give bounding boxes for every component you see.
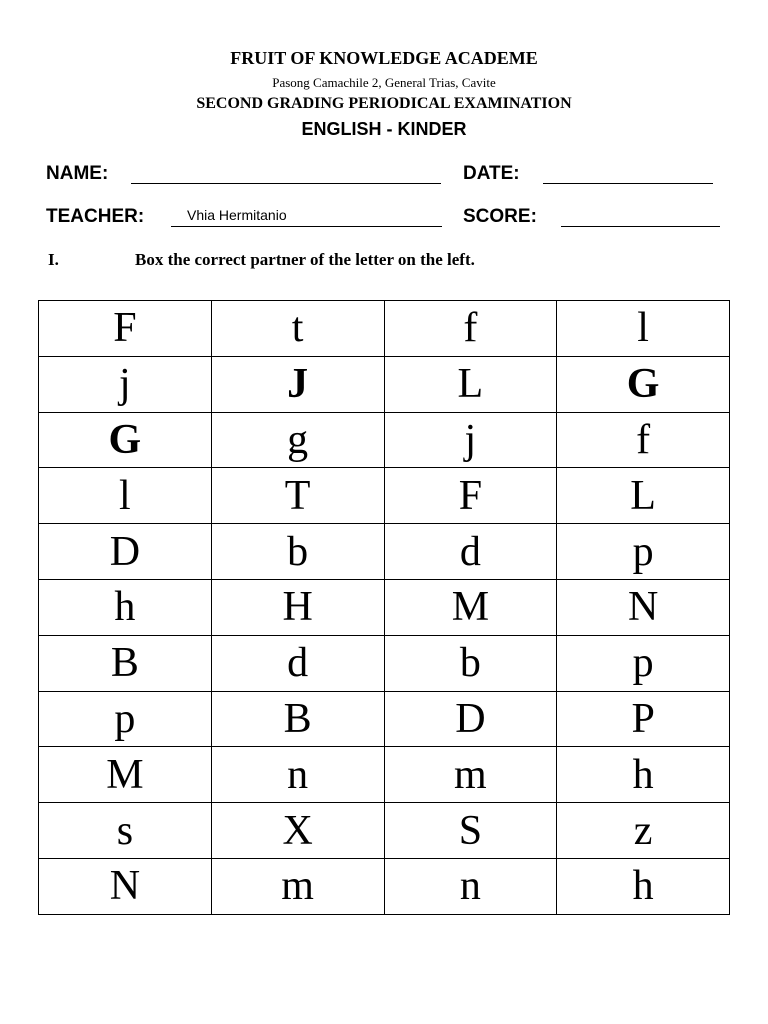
- choice-letter[interactable]: t: [211, 301, 384, 357]
- table-row: [39, 356, 730, 412]
- choice-letter[interactable]: d: [384, 524, 557, 580]
- school-name: FRUIT OF KNOWLEDGE ACADEME: [230, 48, 538, 68]
- choice-letter[interactable]: S: [384, 803, 557, 859]
- prompt-letter: D: [39, 524, 212, 580]
- prompt-letter: M: [39, 747, 212, 803]
- subject-title: ENGLISH - KINDER: [301, 119, 467, 139]
- school-address: Pasong Camachile 2, General Trias, Cavite: [272, 75, 496, 90]
- table-row: [39, 412, 730, 468]
- prompt-letter: G: [39, 412, 212, 468]
- choice-letter[interactable]: h: [557, 747, 730, 803]
- letter-matching-table: [38, 300, 730, 915]
- choice-letter[interactable]: L: [384, 356, 557, 412]
- date-line[interactable]: [543, 183, 713, 184]
- choice-letter[interactable]: M: [384, 579, 557, 635]
- choice-letter[interactable]: f: [384, 301, 557, 357]
- choice-letter[interactable]: m: [211, 858, 384, 914]
- name-line[interactable]: [131, 183, 441, 184]
- date-label: DATE:: [463, 163, 520, 184]
- table-row: [39, 803, 730, 859]
- choice-letter[interactable]: p: [557, 524, 730, 580]
- choice-letter[interactable]: N: [557, 579, 730, 635]
- name-label: NAME:: [46, 163, 109, 184]
- table-row: [39, 301, 730, 357]
- prompt-letter: B: [39, 635, 212, 691]
- prompt-letter: N: [39, 858, 212, 914]
- choice-letter[interactable]: L: [557, 468, 730, 524]
- prompt-letter: l: [39, 468, 212, 524]
- choice-letter[interactable]: T: [211, 468, 384, 524]
- choice-letter[interactable]: m: [384, 747, 557, 803]
- choice-letter[interactable]: H: [211, 579, 384, 635]
- choice-letter[interactable]: F: [384, 468, 557, 524]
- score-label: SCORE:: [463, 206, 537, 227]
- prompt-letter: s: [39, 803, 212, 859]
- choice-letter[interactable]: n: [384, 858, 557, 914]
- choice-letter[interactable]: z: [557, 803, 730, 859]
- choice-letter[interactable]: h: [557, 858, 730, 914]
- prompt-letter: p: [39, 691, 212, 747]
- instruction-number: I.: [48, 250, 59, 269]
- table-row: [39, 691, 730, 747]
- choice-letter[interactable]: X: [211, 803, 384, 859]
- teacher-line[interactable]: [171, 226, 442, 227]
- choice-letter[interactable]: j: [384, 412, 557, 468]
- choice-letter[interactable]: B: [211, 691, 384, 747]
- choice-letter[interactable]: f: [557, 412, 730, 468]
- choice-letter[interactable]: J: [211, 356, 384, 412]
- choice-letter[interactable]: d: [211, 635, 384, 691]
- table-row: [39, 468, 730, 524]
- choice-letter[interactable]: P: [557, 691, 730, 747]
- choice-letter[interactable]: G: [557, 356, 730, 412]
- prompt-letter: j: [39, 356, 212, 412]
- table-row: [39, 747, 730, 803]
- choice-letter[interactable]: p: [557, 635, 730, 691]
- choice-letter[interactable]: b: [211, 524, 384, 580]
- choice-letter[interactable]: l: [557, 301, 730, 357]
- choice-letter[interactable]: g: [211, 412, 384, 468]
- choice-letter[interactable]: D: [384, 691, 557, 747]
- teacher-label: TEACHER:: [46, 206, 145, 227]
- table-row: [39, 579, 730, 635]
- table-row: [39, 858, 730, 914]
- instruction-text: Box the correct partner of the letter on the left.: [135, 250, 475, 269]
- choice-letter[interactable]: n: [211, 747, 384, 803]
- score-line[interactable]: [561, 226, 720, 227]
- table-row: [39, 635, 730, 691]
- teacher-value: Vhia Hermitanio: [187, 207, 287, 223]
- prompt-letter: h: [39, 579, 212, 635]
- choice-letter[interactable]: b: [384, 635, 557, 691]
- prompt-letter: F: [39, 301, 212, 357]
- exam-title: SECOND GRADING PERIODICAL EXAMINATION: [196, 95, 572, 112]
- table-row: [39, 524, 730, 580]
